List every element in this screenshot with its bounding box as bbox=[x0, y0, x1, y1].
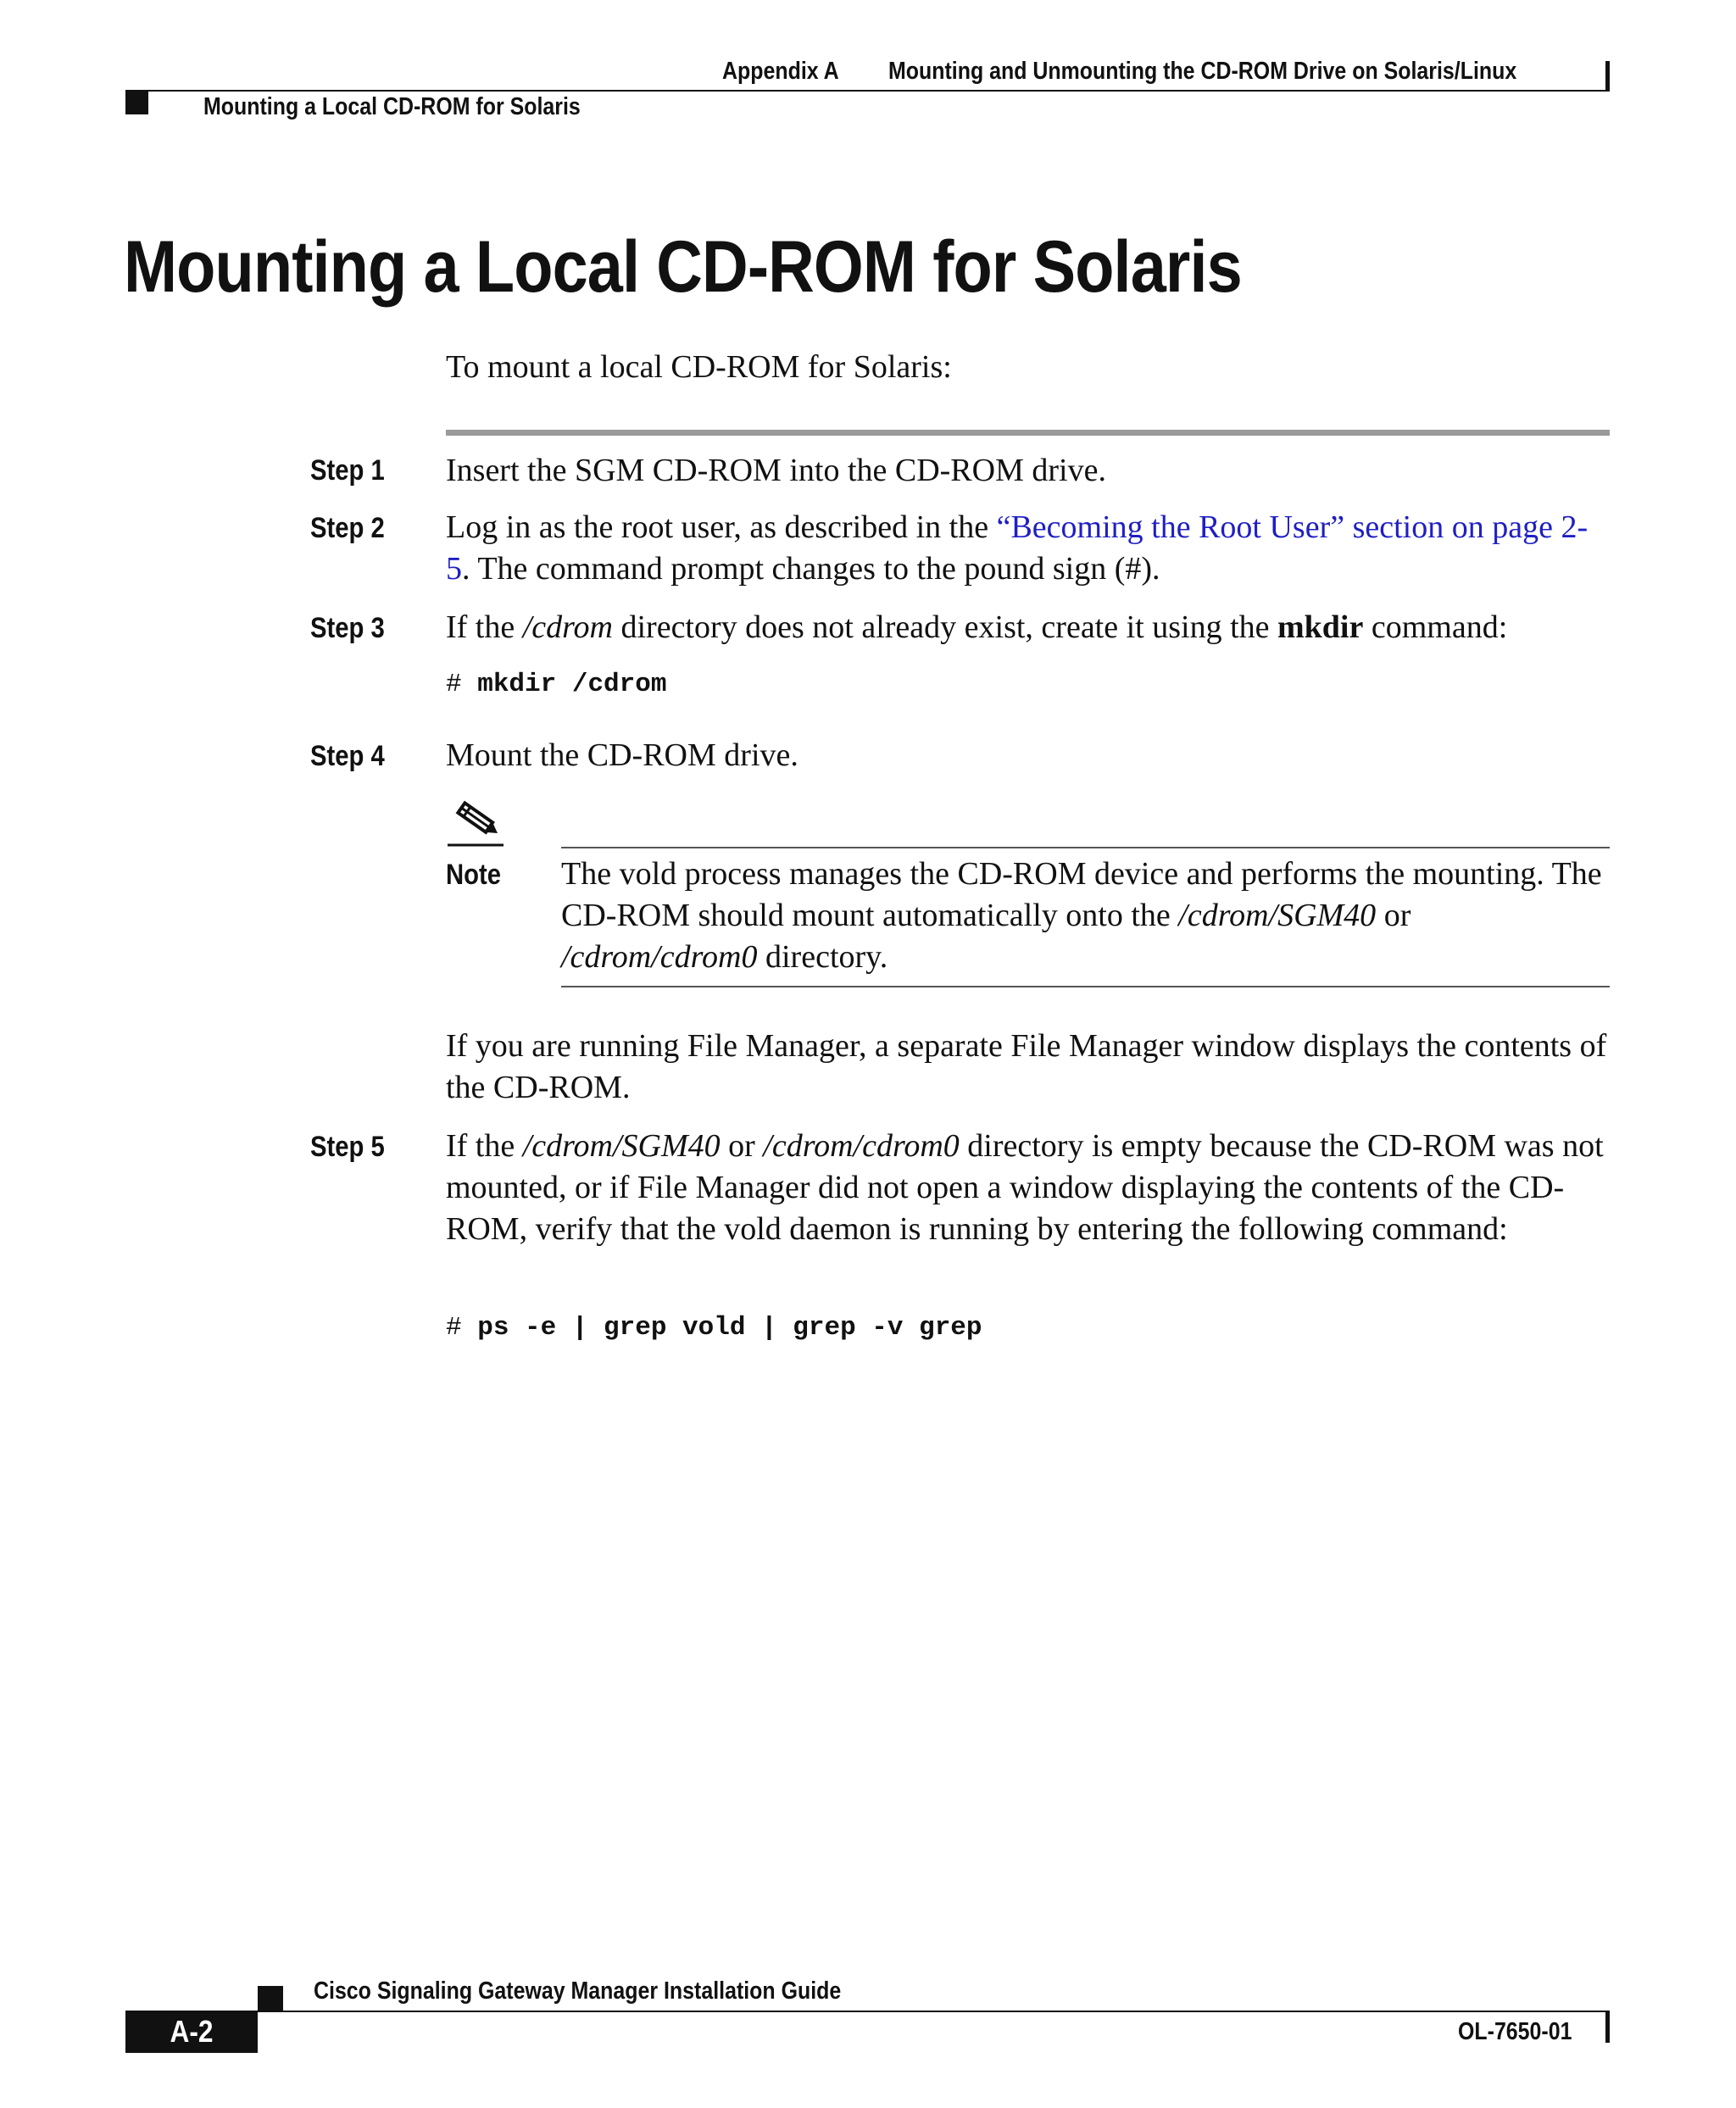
step-1-label: Step 1 bbox=[310, 454, 385, 487]
step-5-path-sgm40: /cdrom/SGM40 bbox=[522, 1128, 721, 1164]
pencil-note-icon bbox=[446, 798, 505, 848]
ps-grep-code bbox=[446, 1313, 982, 1343]
step-3-label: Step 3 bbox=[310, 612, 385, 644]
header-rule bbox=[125, 90, 1610, 92]
code-command: mkdir /cdrom bbox=[477, 670, 667, 699]
step-2-text bbox=[446, 507, 1610, 590]
intro-text: To mount a local CD-ROM for Solaris: bbox=[446, 349, 952, 385]
becoming-root-user-link[interactable]: “Becoming the Root User” section on page 2-5 bbox=[446, 509, 1589, 587]
step-3-text bbox=[446, 607, 1633, 648]
footer-black-square bbox=[258, 1986, 283, 2011]
step-4-text: Mount the CD-ROM drive. bbox=[446, 737, 798, 773]
file-manager-text: If you are running File Manager, a separate File Manager window displays the contents of the CD-ROM. bbox=[446, 1028, 1607, 1105]
step-5-label: Step 5 bbox=[310, 1131, 385, 1163]
note-text-mid: or bbox=[1376, 898, 1411, 933]
step-5-text-pre: If the bbox=[446, 1128, 523, 1164]
footer-rule bbox=[258, 2011, 1610, 2012]
header-chapter: Mounting and Unmounting the CD-ROM Drive on Solaris/Linux bbox=[888, 58, 1517, 85]
mkdir-code bbox=[446, 670, 666, 699]
cdrom-path: /cdrom bbox=[522, 609, 613, 645]
note-path-cdrom0: /cdrom/cdrom0 bbox=[561, 939, 758, 975]
header-appendix: Appendix A bbox=[722, 58, 839, 85]
doc-number: OL-7650-01 bbox=[1458, 2018, 1572, 2045]
note-path-sgm40: /cdrom/SGM40 bbox=[1178, 898, 1377, 933]
step-2-text-pre: Log in as the root user, as described in the bbox=[446, 509, 997, 545]
page-title: Mounting a Local CD-ROM for Solaris bbox=[124, 226, 1242, 308]
step-3-text-pre: If the bbox=[446, 609, 523, 645]
header-section: Mounting a Local CD-ROM for Solaris bbox=[203, 93, 581, 120]
note-top-rule bbox=[561, 847, 1610, 848]
footer-page-box bbox=[125, 2011, 258, 2053]
code-command: ps -e | grep vold | grep -v grep bbox=[477, 1313, 982, 1343]
step-3-text-mid: directory does not already exist, create it using the bbox=[612, 609, 1277, 645]
step-4-label: Step 4 bbox=[310, 740, 385, 772]
code-prompt: # bbox=[446, 670, 478, 699]
note-text bbox=[561, 854, 1610, 978]
header-right-bar bbox=[1605, 61, 1610, 92]
procedure-rule bbox=[446, 430, 1610, 436]
header-black-square bbox=[125, 92, 148, 114]
step-1-text: Insert the SGM CD-ROM into the CD-ROM drive. bbox=[446, 453, 1106, 488]
note-label: Note bbox=[446, 859, 501, 891]
mkdir-command-name: mkdir bbox=[1277, 609, 1364, 645]
note-text-pre: The vold process manages the CD-ROM device and performs the mounting. The CD-ROM should mount automatically onto the bbox=[561, 856, 1602, 933]
note-text-post: directory. bbox=[757, 939, 888, 975]
footer-right-bar bbox=[1605, 2012, 1610, 2043]
step-3-text-post: command: bbox=[1363, 609, 1508, 645]
step-2-label: Step 2 bbox=[310, 512, 385, 544]
step-5-text bbox=[446, 1126, 1610, 1250]
step-2-text-post: . The command prompt changes to the pound sign (#). bbox=[462, 551, 1160, 587]
page-number: A-2 bbox=[170, 2014, 214, 2049]
code-prompt: # bbox=[446, 1313, 478, 1343]
footer-guide-title: Cisco Signaling Gateway Manager Installation Guide bbox=[314, 1977, 842, 2005]
step-5-text-mid: or bbox=[720, 1128, 764, 1164]
step-5-path-cdrom0: /cdrom/cdrom0 bbox=[763, 1128, 960, 1164]
note-bottom-rule bbox=[561, 986, 1610, 987]
step-5-text-post: directory is empty because the CD-ROM was not mounted, or if File Manager did not open a window displaying the contents of the CD-ROM, verify that the vold daemon is running by entering the following command: bbox=[446, 1128, 1604, 1247]
